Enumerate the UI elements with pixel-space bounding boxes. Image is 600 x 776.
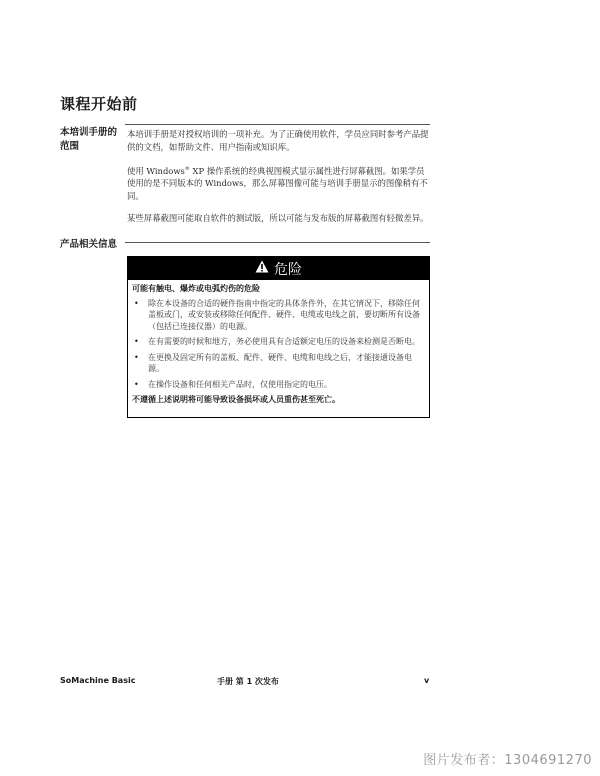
danger-lead: 可能有触电、爆炸或电弧灼伤的危险 (132, 284, 260, 293)
manual-scope-body (127, 128, 432, 235)
footer-page-number: v (424, 676, 430, 685)
danger-bullet: • 在更换及固定所有的盖板、配件、硬件、电缆和电线之后，才能接通设备电源。 (134, 352, 412, 373)
bullet-marker: • (134, 379, 139, 389)
section-heading-product-info: 产品相关信息 (60, 239, 118, 250)
paragraph-intro: 本培训手册是对授权培训的一项补充。为了正确使用软件，学员应同时参考产品提供的文档，如帮助文件、用户指南或知识库。 (127, 129, 429, 152)
danger-body (128, 280, 429, 406)
section-divider-manual (125, 124, 430, 125)
paragraph-beta-screenshots: 某些屏幕截图可能取自软件的测试版，所以可能与发布版的屏幕截图有轻微差异。 (127, 213, 429, 224)
danger-header (128, 257, 429, 280)
paragraph-windows: 使用 Windows® XP 操作系统的经典视图模式显示属性进行屏幕截图。如果学员使用的是不同版本的 Windows，那么屏幕图像可能与培训手册显示的图像稍有不同。 (127, 165, 428, 201)
footer-manual-edition: 手册 第 1 次发布 (217, 677, 279, 686)
bullet-marker: • (134, 298, 139, 308)
bullet-marker: • (134, 337, 139, 346)
footer-product-name: SoMachine Basic (60, 676, 136, 685)
section-divider-product (125, 242, 430, 243)
publisher-watermark: 图片发布者：1304691270 (423, 753, 592, 768)
bullet-marker: • (134, 352, 139, 362)
page-title: 课程开始前 (60, 95, 138, 113)
danger-bullet: • 在有需要的时候和地方，务必使用具有合适额定电压的设备来检测是否断电。 (134, 337, 420, 346)
danger-notice (127, 256, 430, 418)
danger-bullet: • 在操作设备和任何相关产品时，仅使用指定的电压。 (134, 379, 332, 389)
section-heading-manual-scope: 本培训手册的范围 (60, 127, 118, 152)
danger-consequence: 不遵循上述说明将可能导致设备损坏或人员重伤甚至死亡。 (132, 395, 340, 404)
danger-bullet: • 除在本设备的合适的硬件指南中指定的具体条件外，在其它情况下，移除任何盖板或门，或安装或移除任何配件、硬件、电缆或电线之前，要切断所有设备（包括已连接仪器）的电源。 (134, 298, 420, 331)
warning-triangle-icon (255, 260, 269, 277)
danger-title: 危险 (274, 261, 302, 278)
